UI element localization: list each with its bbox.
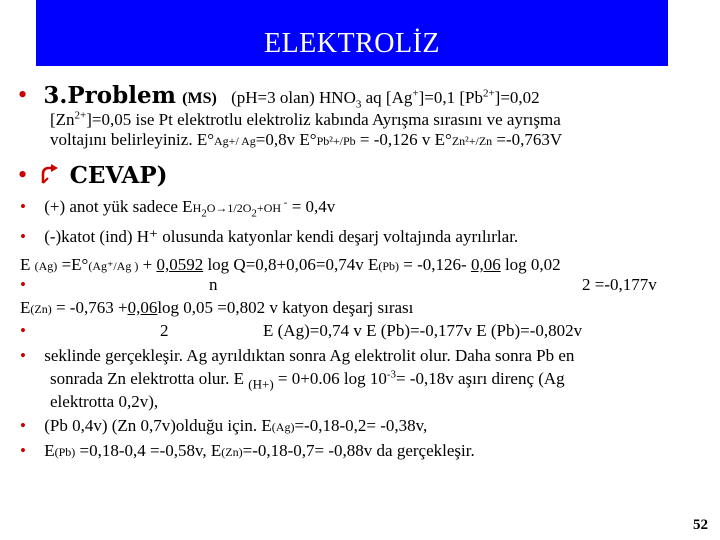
p3-b: (Pb) — [54, 445, 76, 459]
eq3-c: = -0,763 + — [51, 298, 128, 317]
problem-text-1g: ]=0,02 — [494, 88, 540, 107]
eq3-b: (Zn) — [30, 302, 52, 316]
problem-text-3c: =0,8v E° — [255, 130, 317, 149]
problem-tag: (MS) — [182, 90, 217, 107]
eq1-c: =E° — [57, 255, 89, 274]
p3-a: E — [44, 441, 55, 460]
katot-text: (-)katot (ind) H⁺ olusunda katyonlar kendi deşarj voltajında ayrılırlar. — [44, 227, 519, 246]
problem-line-2 — [50, 110, 561, 130]
p1-line-1: seklinde gerçekleşir. Ag ayrıldıktan sonra Ag elektrolit olur. Daha sonra Pb en — [44, 346, 575, 365]
p2-a: (Pb 0,4v) (Zn 0,7v)olduğu için. E — [44, 416, 272, 435]
title-bar — [36, 0, 668, 66]
p1-l2-c: = 0+0.06 log 10 — [273, 369, 387, 388]
eq3-d: 0,06 — [127, 298, 158, 317]
paragraph-3 — [20, 441, 475, 462]
anot-bullet: • — [20, 197, 26, 216]
problem-text-3b: Ag+/ Ag — [214, 134, 256, 148]
problem-label: 3.Problem — [43, 82, 176, 109]
problem-text-1f: 2+ — [482, 87, 495, 100]
anot-text-b: H — [192, 201, 202, 215]
p1-l2-e: = -0,18v aşırı direnç (Ag — [396, 369, 565, 388]
problem-line-3 — [50, 130, 562, 151]
eq1-j: 0,06 — [470, 255, 501, 274]
answer-line — [18, 160, 168, 190]
eq1-a: E — [20, 255, 35, 274]
answer-label: CEVAP) — [69, 162, 168, 189]
katot-line — [20, 227, 518, 247]
paragraph-1-line-2 — [50, 368, 565, 392]
anot-text-f: +OH — [256, 201, 282, 215]
problem-text-3a: voltajını belirleyiniz. E° — [50, 130, 215, 149]
problem-text-3f: Zn²+/Zn — [451, 134, 493, 148]
eq2-n: n — [209, 275, 218, 294]
equation-4 — [20, 321, 690, 341]
eq1-g: log Q=0,8+0,06=0,74v E — [203, 255, 379, 274]
anot-text-c: 2 — [201, 207, 207, 220]
paragraph-1-line-3 — [50, 392, 158, 412]
anot-text-g: - — [281, 196, 288, 209]
page-number: 52 — [693, 517, 708, 533]
problem-text-1e: ]=0,1 [Pb — [418, 88, 483, 107]
problem-text-1b: 3 — [355, 98, 362, 111]
problem-text-2c: ]=0,05 ise Pt elektrotlu elektroliz kabında Ayrışma sırasını ve ayrışma — [86, 110, 561, 129]
p1-l2-b: (H+) — [248, 376, 274, 392]
eq3-a: E — [20, 298, 31, 317]
problem-bullet: • — [18, 80, 28, 109]
eq4-right: E (Ag)=0,74 v E (Pb)=-0,177v E (Pb)=-0,802v — [263, 321, 583, 340]
equation-1 — [20, 255, 561, 276]
equation-3 — [20, 298, 413, 319]
eq3-e: log 0,05 =0,802 v katyon deşarj sırası — [157, 298, 414, 317]
problem-text-2b: 2+ — [74, 109, 87, 122]
p3-bullet: • — [20, 441, 26, 460]
eq1-b: (Ag) — [34, 259, 58, 273]
equation-2 — [20, 275, 690, 295]
paragraph-1-line-1 — [20, 346, 574, 366]
problem-text-3d: Pb²+/Pb — [316, 134, 356, 148]
anot-text-e: 2 — [251, 207, 257, 220]
eq1-d: (Ag⁺/Ag ) — [88, 259, 139, 273]
answer-bullet: • — [18, 160, 28, 189]
p1-l2-d: -3 — [386, 368, 396, 381]
p2-c: =-0,18-0,2= -0,38v, — [294, 416, 428, 435]
eq1-h: (Pb) — [378, 259, 400, 273]
problem-text-2a: [Zn — [50, 110, 75, 129]
problem-text-3e: = -0,126 v E° — [355, 130, 452, 149]
problem-text-1a: (pH=3 olan) HNO — [231, 88, 356, 107]
eq1-i: = -0,126- — [399, 255, 471, 274]
p3-d: (Zn) — [221, 445, 243, 459]
anot-text-h: = 0,4v — [287, 197, 336, 216]
problem-line-1 — [18, 80, 540, 110]
p2-b: (Ag) — [271, 420, 295, 434]
p3-c: =0,18-0,4 =-0,58v, E — [75, 441, 222, 460]
eq4-two: 2 — [160, 321, 169, 340]
anot-text-d: O→1/2O — [206, 201, 252, 215]
p1-l2-a: sonrada Zn elektrotta olur. E — [50, 369, 249, 388]
eq2-bullet: • — [20, 275, 26, 294]
curved-arrow-icon — [39, 164, 61, 186]
eq1-e: + — [138, 255, 157, 274]
paragraph-2 — [20, 416, 427, 437]
eq2-right: 2 =-0,177v — [582, 275, 657, 294]
anot-line — [20, 197, 335, 218]
p1-line-3: elektrotta 0,2v), — [50, 392, 159, 411]
p1-bullet: • — [20, 346, 26, 365]
p2-bullet: • — [20, 416, 26, 435]
problem-text-1c: aq [Ag — [361, 88, 413, 107]
problem-text-1d: + — [412, 87, 419, 100]
slide-title: ELEKTROLİZ — [263, 28, 441, 59]
eq1-f: 0,0592 — [156, 255, 204, 274]
problem-text-3g: =-0,763V — [492, 130, 563, 149]
eq4-bullet: • — [20, 321, 26, 340]
katot-bullet: • — [20, 227, 26, 246]
p3-e: =-0,18-0,7= -0,88v da gerçekleşir. — [242, 441, 475, 460]
anot-text-a: (+) anot yük sadece E — [44, 197, 193, 216]
eq1-k: log 0,02 — [500, 255, 561, 274]
